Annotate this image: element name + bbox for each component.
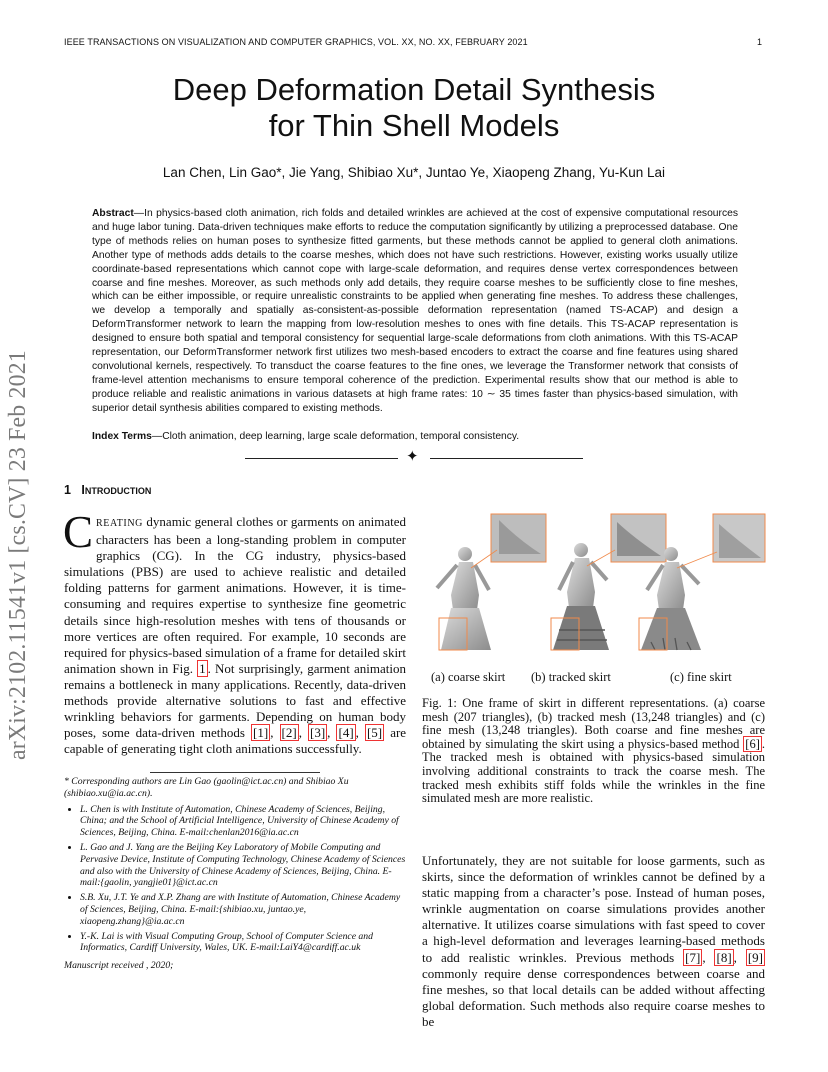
section-number: 1 <box>64 483 71 497</box>
index-terms-text: —Cloth animation, deep learning, large scale deformation, temporal consistency. <box>151 431 520 442</box>
tracked-skirt-render <box>551 514 666 650</box>
affiliation-item: • L. Gao and J. Yang are the Beijing Key Laboratory of Mobile Computing and Pervasive Device, Institute of Computing Technology, Chinese Academy of Sciences and also with the University of Chinese Academy of Sciences, Beijing, China. E-mail:{gaolin, yangjie01}@ict.ac.cn <box>80 842 406 889</box>
citation-link[interactable]: [6] <box>745 736 760 751</box>
running-head: IEEE TRANSACTIONS ON VISUALIZATION AND COMPUTER GRAPHICS, VOL. XX, NO. XX, FEBRUARY 2021 <box>64 37 528 47</box>
title-line-2: for Thin Shell Models <box>268 108 560 143</box>
affiliation-list <box>64 804 406 955</box>
figure-label-c: (c) fine skirt <box>670 670 732 684</box>
citation-link[interactable]: [8] <box>716 949 732 965</box>
affiliation-item: • Y.-K. Lai is with Visual Computing Group, School of Computer Science and Informatics, Cardiff University, Wales, UK. E-mail:LaiY4@cardiff.ac.uk <box>80 931 406 955</box>
affiliation-item: • S.B. Xu, J.T. Ye and X.P. Zhang are with Institute of Automation, Chinese Academy of Sciences, Beijing, China. E-mail:{shibiao.xu, juntao.ye, xiaopeng.zhang}@ia.ac.cn <box>80 892 406 927</box>
footnotes <box>64 776 406 972</box>
author-list: Lan Chen, Lin Gao*, Jie Yang, Shibiao Xu*, Juntao Ye, Xiaopeng Zhang, Yu-Kun Lai <box>162 165 666 180</box>
section-title: Introduction <box>81 483 152 497</box>
intro-smallcaps: REATING <box>96 518 143 529</box>
citation-link[interactable]: [3] <box>310 725 326 741</box>
figure-ref-link[interactable]: 1 <box>199 660 206 676</box>
caption-text-1: Fig. 1: One frame of skirt in different representations. (a) coarse mesh (207 triangles), (b) tracked mesh (13,248 triangles) and (c) fine mesh (13,248 triangles). Both coarse and fine meshes are obtained by simulating the skirt using a physics-based method <box>422 696 765 751</box>
citation-link[interactable]: [2] <box>281 725 297 741</box>
index-terms-label: Index Terms <box>92 431 152 442</box>
separator-star-icon: ✦ <box>406 448 419 465</box>
citation-link[interactable]: [4] <box>338 725 354 741</box>
right-column-paragraph: Unfortunately, they are not suitable for loose garments, such as skirts, since the deformation of wrinkles cannot be defined by a static mapping from a character’s pose. Instead of human poses, wrinkle augmentation on coarse simulations provides another alternative. It utilizes coarse simulations with fast speed to cover a high-level deformation and leverages learning-based methods to add realistic wrinkles. Previous methods [7] , [8] , [9] commonly require dense correspondences between coarse and fine meshes, so that local details can be added without affecting global deformation. Such methods also require coarse meshes to be <box>422 853 765 1029</box>
coarse-skirt-render <box>437 514 546 650</box>
intro-text-3: are capable of generating tight cloth animations successfully. <box>64 725 407 757</box>
title-line-1: Deep Deformation Detail Synthesis <box>172 72 656 107</box>
intro-text-1: dynamic general clothes or garments on animated characters has been a long-standing problem in computer graphics (CG). In the CG industry, physics-based simulations (PBS) are used to achieve realistic and detailed folding patterns for garment animations. However, it is time-consuming and requires expertise to synthesize fine geometric details since high-resolution meshes with tens of thousands or more vertices are often required. For example, 10 seconds are required for physics-based simulation of a frame for detailed skirt animation shown in Fig. <box>64 514 406 676</box>
arxiv-stamp: arXiv:2102.11541v1 [cs.CV] 23 Feb 2021 <box>5 350 31 760</box>
caption-text-2: . The tracked mesh is obtained with physics-based simulation involving additional constraints to track the coarse mesh. The tracked mesh exhibits stiff folds while the wrinkles in the fine simulated mesh are more realistic. <box>422 736 765 806</box>
footnote-rule <box>150 772 320 773</box>
right-text-2: commonly require dense correspondences between coarse and fine meshes, so that local details can be added without affecting global deformation. Such methods also require coarse meshes to be <box>422 965 765 1029</box>
separator-rule-right <box>430 458 583 459</box>
page-number: 1 <box>757 37 763 47</box>
citation-link[interactable]: [1] <box>253 725 269 741</box>
separator-rule-left <box>245 458 398 459</box>
citation-link[interactable]: [5] <box>366 725 383 741</box>
paper-title <box>0 72 828 144</box>
abstract <box>92 207 738 416</box>
manuscript-note: Manuscript received , 2020; <box>64 960 174 972</box>
abstract-label: Abstract <box>92 208 134 219</box>
dropcap: C <box>63 507 94 557</box>
section-heading <box>64 483 151 497</box>
figure-caption <box>422 697 765 806</box>
citation-link[interactable]: [9] <box>747 949 763 965</box>
right-text-1: Unfortunately, they are not suitable for loose garments, such as skirts, since the deformation of wrinkles cannot be defined by a static mapping from a character’s pose. Instead of human poses, wrinkle augmentation on coarse simulations provides another alternative. It utilizes coarse simulations with fast speed to cover a high-level deformation and leverages learning-based methods to add realistic wrinkles. Previous methods <box>422 853 765 965</box>
citation-link[interactable]: [7] <box>685 949 701 965</box>
abstract-text: —In physics-based cloth animation, rich folds and detailed wrinkles are achieved at the cost of expensive computational resources and huge labor tuning. Data-driven techniques make efforts to reduce the computation significantly by utilizing a preprocessed database. One type of methods relies on human poses to synthesize fitted garments, but these methods cannot be applied to general cloth animations. Another type of methods adds details to the coarse meshes, which does not have such restrictions. However, existing works usually utilize coordinate-based representations which cannot cope with large-scale deformation, and requires dense vertex correspondences between coarse and fine meshes. Moreover, as such methods only add details, they require coarse meshes to be sufficiently close to fine meshes, which can be either impossible, or require unrealistic constraints to be applied when generating fine meshes. To address these challenges, we develop a temporally and spatially as-consistent-as-possible deformation representation (named TS-ACAP) and design a DeformTransformer network to learn the mapping from low-resolution meshes to ones with fine details. This TS-ACAP representation is designed to ensure both spatial and temporal consistency for sequential large-scale deformations from cloth animations. With this TS-ACAP representation, our DeformTransformer network first utilizes two mesh-based encoders to extract the coarse and fine features using shared convolutional kernels, respectively. To transduct the coarse features to the fine ones, we leverage the Transformer network that consists of frame-level attention mechanisms to ensure temporal coherence of the prediction. Experimental results show that our method is able to produce reliable and realistic animations in various datasets at high frame rates: 10 ∼ 35 times faster than physics-based simulation, with superior detail synthesis abilities compared to existing methods. <box>92 208 738 414</box>
corresponding-footnote: * Corresponding authors are Lin Gao (gaolin@ict.ac.cn) and Shibiao Xu (shibiao.xu@ia.ac.cn). <box>64 776 349 799</box>
intro-text-2: . Not surprisingly, garment animation remains a bottleneck in many applications. Recently, data-driven methods provide alternative solutions to fast and effective wrinkling behaviors for garments. Depending on human body poses, some data-driven methods <box>64 660 406 741</box>
affiliation-item: • L. Chen is with Institute of Automation, Chinese Academy of Sciences, Beijing, China; and the School of Artificial Intelligence, University of Chinese Academy of Sciences, Beijing, China. E-mail:chenlan2016@ia.ac.cn <box>80 804 406 839</box>
figure-label-a: (a) coarse skirt <box>431 670 506 684</box>
intro-paragraph: CREATING dynamic general clothes or garments on animated characters has been a long-standing problem in computer graphics (CG). In the CG industry, physics-based simulations (PBS) are used to achieve realistic and detailed folding patterns for garment animations. However, it is time-consuming and requires expertise to synthesize fine geometric details since high-resolution meshes with tens of thousands or more vertices are often required. For example, 10 seconds are required for physics-based simulation of a frame for detailed skirt animation shown in Fig. 1 . Not surprisingly, garment animation remains a bottleneck in many applications. Recently, data-driven methods provide alternative solutions to fast and effective wrinkling behaviors for garments. Depending on human body poses, some data-driven methods [1] , [2] , [3] , [4] , [5] are capable of generating tight cloth animations successfully. <box>63 507 407 757</box>
index-terms <box>92 431 738 442</box>
figure-label-b: (b) tracked skirt <box>531 670 611 684</box>
figure-skirt-renders <box>419 510 769 660</box>
